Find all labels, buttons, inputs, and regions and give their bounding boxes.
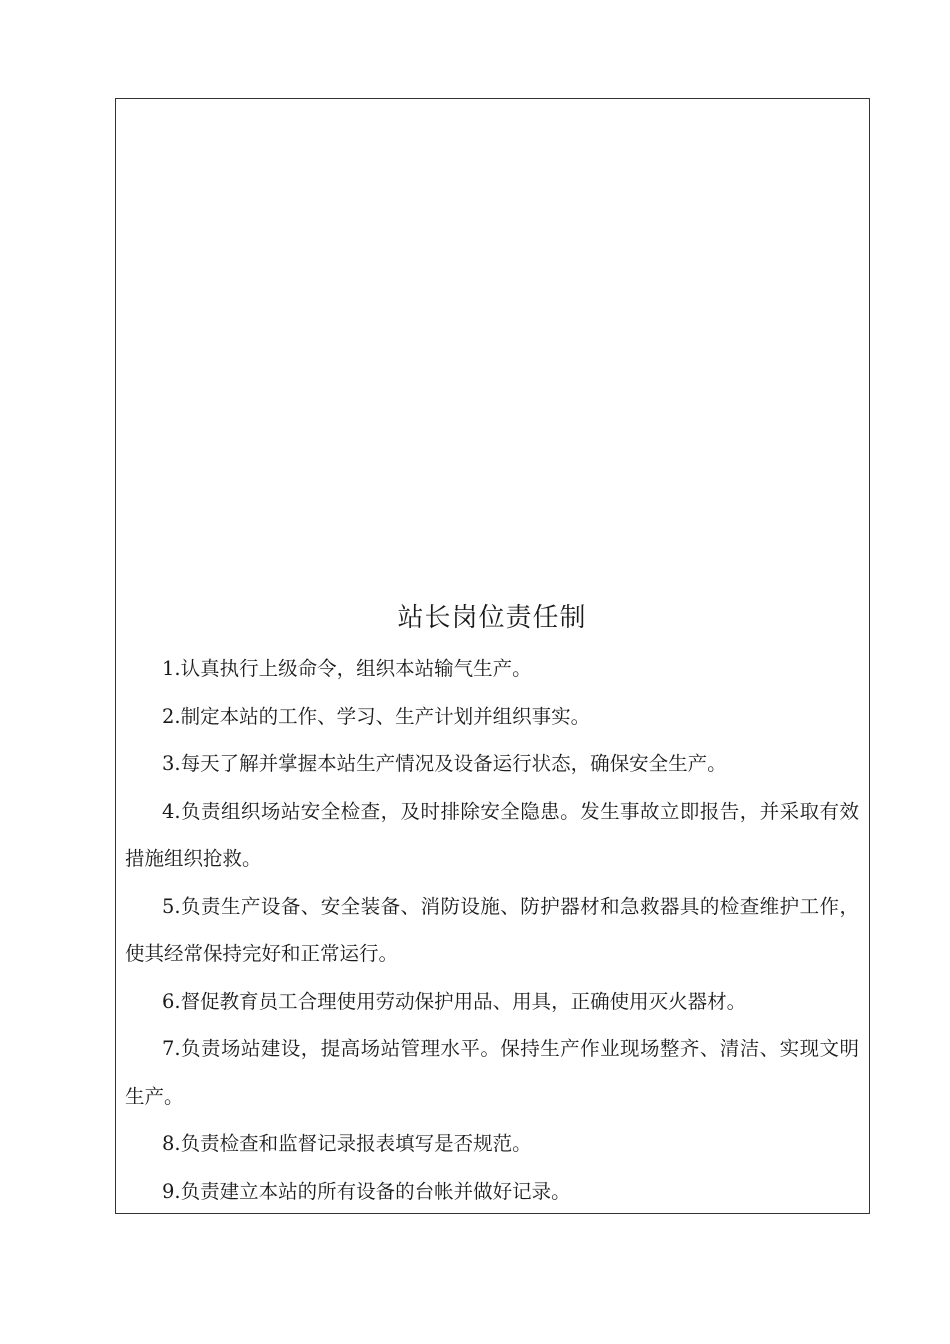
duty-item-9: 9.负责建立本站的所有设备的台帐并做好记录。 <box>162 1179 571 1203</box>
duty-item-7: 7.负责场站建设，提高场站管理水平。保持生产作业现场整齐、清洁、实现文明生产。 <box>125 1037 859 1108</box>
duty-item-8: 8.负责检查和监督记录报表填写是否规范。 <box>162 1132 532 1155</box>
duty-item-3: 3.每天了解并掌握本站生产情况及设备运行状态，确保安全生产。 <box>162 752 727 775</box>
duty-item-2: 2.制定本站的工作、学习、生产计划并组织事实。 <box>162 704 591 728</box>
duty-item-1: 1.认真执行上级命令，组织本站输气生产。 <box>162 657 532 680</box>
duty-item-5: 5.负责生产设备、安全装备、消防设施、防护器材和急救器具的检查维护工作，使其经常保持完好和正常运行。 <box>125 894 859 965</box>
duty-item-4: 4.负责组织场站安全检查，及时排除安全隐患。发生事故立即报告，并采取有效措施组织抢救。 <box>125 799 859 870</box>
document-frame <box>115 98 870 1214</box>
document-content <box>125 599 859 1215</box>
document-title: 站长岗位责任制 <box>397 603 587 633</box>
duty-item-6: 6.督促教育员工合理使用劳动保护用品、用具，正确使用灭火器材。 <box>162 989 747 1013</box>
